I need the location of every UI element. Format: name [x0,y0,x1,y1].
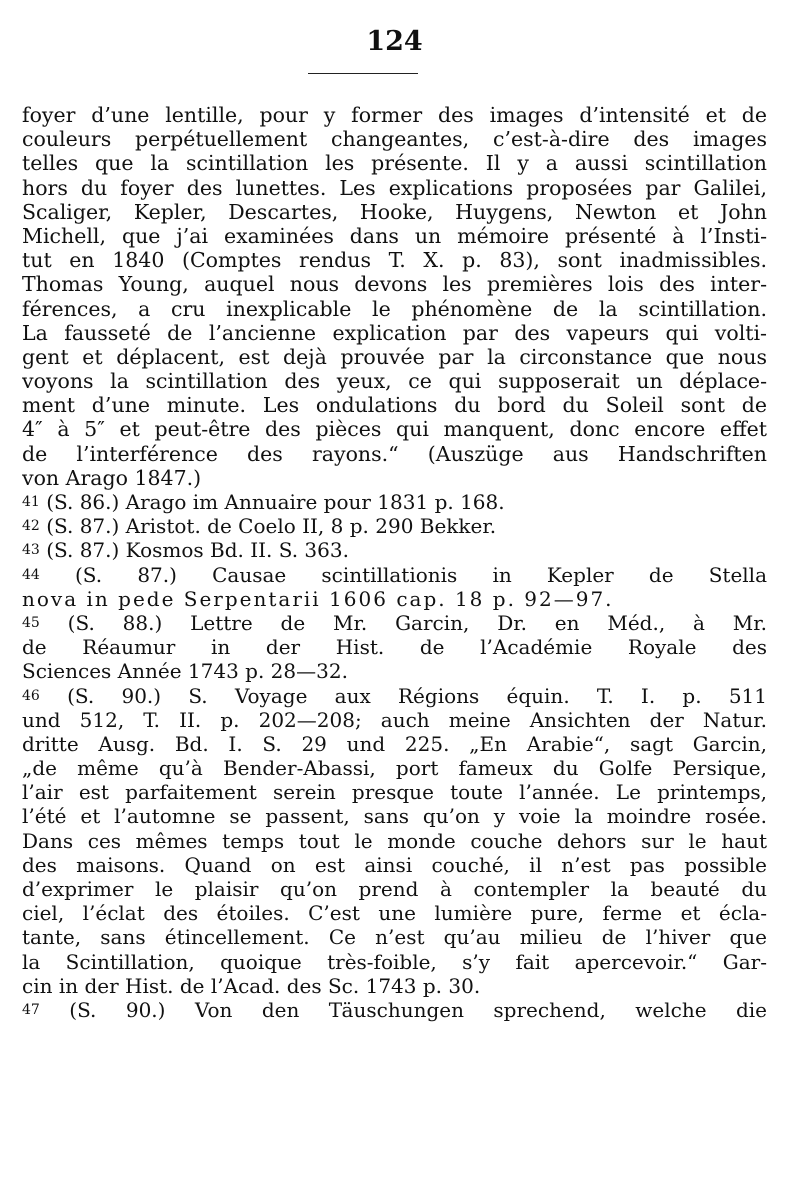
text-line: von Arago 1847.) [22,465,202,490]
text-line: d’exprimer le plaisir qu’on prend à contempler la beauté du [22,877,767,901]
text-line: l’air est parfaitement serein presque toute l’année. Le printemps, [22,780,767,805]
text-line: telles que la scintillation les présente. Il y a aussi scintillation [22,151,767,176]
footnote-line [22,490,767,514]
text-line: nova in pede Serpentarii 1606 cap. 18 p. 92—97. [22,586,614,611]
footnote-text: (S. 87.) Causae scintillationis in Kepler de Stella [75,562,767,587]
text-line: dritte Ausg. Bd. I. S. 29 und 225. „En Arabie“, sagt Garcin, [22,731,767,756]
text-line: l’été et l’automne se passent, sans qu’on y voie la moindre rosée. [22,804,767,829]
text-line: couleurs perpétuellement changeantes, c’est-à-dire des images [22,127,767,152]
text-line: voyons la scintillation des yeux, ce qui supposerait un déplace- [22,369,767,394]
text-line: Dans ces mêmes temps tout le monde couche dehors sur le haut [22,828,767,853]
footnote-text: (S. 86.) Arago im Annuaire pour 1831 p. 168. [46,490,505,514]
text-line: de Réaumur in der Hist. de l’Académie Royale des [22,635,767,660]
text-line: ment d’une minute. Les ondulations du bord du Soleil sont de [22,393,767,418]
footnote-number: 42 [22,518,40,535]
footnote-line [22,563,767,587]
text-line: Michell, que j’ai examinées dans un mémoire présenté à l’Insti- [22,223,767,248]
text-line: tut en 1840 (Comptes rendus T. X. p. 83), sont inadmissibles. [22,248,767,273]
page-number: 124 [366,26,423,57]
text-line: foyer d’une lentille, pour y former des images d’intensité et de [22,103,767,127]
text-line: 4″ à 5″ et peut-être des pièces qui manquent, donc encore effet [22,417,767,442]
text-line: Sciences Année 1743 p. 28—32. [22,659,348,684]
footnote-line [22,684,767,708]
footnote-text: (S. 87.) Aristot. de Coelo II, 8 p. 290 Bekker. [46,514,497,539]
body-text [22,103,767,1022]
footnote-number: 47 [22,1001,40,1018]
footnote-text: (S. 90.) Von den Täuschungen sprechend, welche die [69,997,767,1022]
header-rule [308,73,418,74]
text-line: des maisons. Quand on est ainsi couché, il n’est pas possible [22,852,767,877]
footnote-number: 43 [22,542,40,559]
text-line: Scaliger, Kepler, Descartes, Hooke, Huygens, Newton et John [22,199,767,224]
footnote-text: (S. 87.) Kosmos Bd. II. S. 363. [46,538,349,563]
footnote-number: 41 [22,494,40,510]
text-line: La fausseté de l’ancienne explication par des vapeurs qui volti- [22,320,767,345]
footnote-line [22,998,767,1022]
text-line: ciel, l’éclat des étoiles. C’est une lumière pure, ferme et écla- [22,901,767,926]
footnote-text: (S. 88.) Lettre de Mr. Garcin, Dr. en Méd., à Mr. [67,610,767,635]
text-line: tante, sans étincellement. Ce n’est qu’au milieu de l’hiver que [22,925,767,950]
text-line: cin in der Hist. de l’Acad. des Sc. 1743 p. 30. [22,973,481,998]
footnote-number: 45 [22,614,40,631]
footnote-text: (S. 90.) S. Voyage aux Régions équin. T. I. p. 511 [67,683,767,708]
text-line: de l’interférence des rayons.“ (Auszüge aus Handschriften [22,441,767,466]
text-line: gent et déplacent, est dejà prouvée par la circonstance que nous [22,344,767,369]
footnote-line [22,611,767,635]
footnote-line [22,538,767,562]
footnote-number: 44 [22,566,40,583]
text-line: férences, a cru inexplicable le phénomène de la scintillation. [22,296,767,321]
text-line: und 512, T. II. p. 202—208; auch meine Ansichten der Natur. [22,707,767,732]
text-line: „de même qu’à Bender-Abassi, port fameux du Golfe Persique, [22,756,767,781]
footnote-number: 46 [22,687,40,704]
text-line: la Scintillation, quoique très-foible, s’y fait apercevoir.“ Gar- [22,949,767,974]
footnote-line [22,514,767,538]
text-line: Thomas Young, auquel nous devons les premières lois des inter- [22,272,767,297]
text-line: hors du foyer des lunettes. Les explications proposées par Galilei, [22,175,767,200]
